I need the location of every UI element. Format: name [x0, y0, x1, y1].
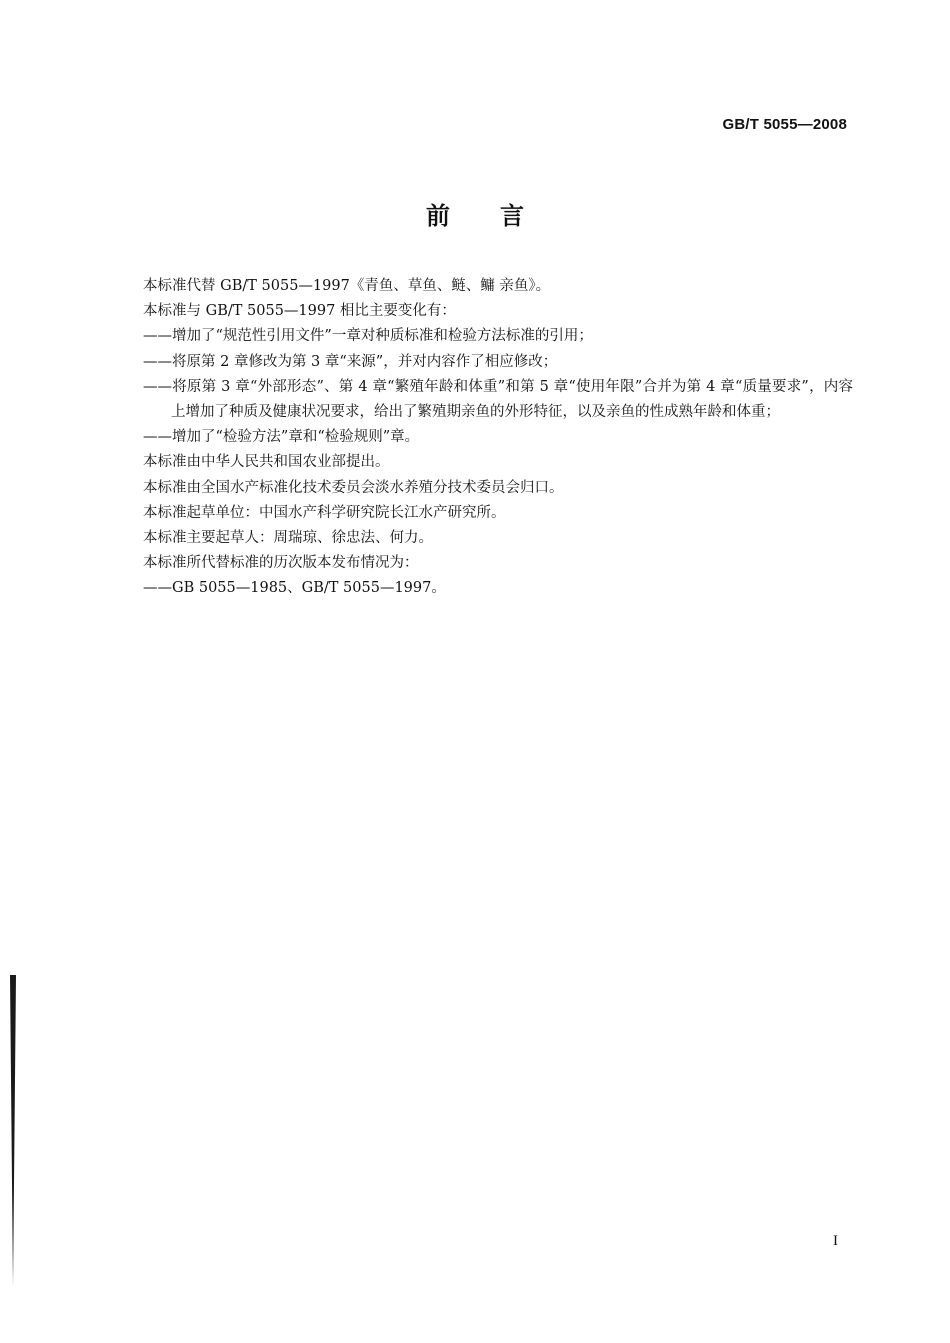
paragraph-drafting-unit: 本标准起草单位：中国水产科学研究院长江水产研究所。 — [143, 504, 506, 521]
paragraph-under-jurisdiction: 本标准由全国水产标准化技术委员会淡水养殖分技术委员会归口。 — [143, 479, 564, 496]
history-item: ——GB 5055—1985、GB/T 5055—1997。 — [143, 580, 446, 597]
change-item-1: ——增加了“规范性引用文件”一章对种质标准和检验方法标准的引用； — [143, 328, 593, 345]
scan-edge-mark — [10, 975, 16, 1287]
change-item-4: ——增加了“检验方法”章和“检验规则”章。 — [143, 429, 420, 446]
paragraph-replaces: 本标准代替 GB/T 5055—1997《青鱼、草鱼、鲢、鳙 亲鱼》。 — [143, 278, 551, 294]
paragraph-drafters: 本标准主要起草人：周瑞琼、徐忠法、何力。 — [143, 530, 433, 547]
change-item-2: ——将原第 2 章修改为第 3 章“来源”，并对内容作了相应修改； — [143, 353, 558, 370]
page-title: 前言 — [426, 202, 574, 230]
paragraph-history-intro: 本标准所代替标准的历次版本发布情况为： — [143, 555, 419, 572]
page-number: I — [833, 1233, 838, 1249]
paragraph-changes-intro: 本标准与 GB/T 5055—1997 相比主要变化有： — [143, 303, 456, 320]
standard-code: GB/T 5055—2008 — [722, 116, 847, 133]
paragraph-proposed-by: 本标准由中华人民共和国农业部提出。 — [143, 454, 390, 471]
foreword-body — [143, 274, 853, 602]
change-item-3: ——将原第 3 章“外部形态”、第 4 章“繁殖年龄和体重”和第 5 章“使用年限”合并为第 4 章“质量要求”，内容上增加了种质及健康状况要求，给出了繁殖期亲鱼的外形特征，以及亲鱼的性成熟年龄和体重； — [143, 378, 853, 421]
